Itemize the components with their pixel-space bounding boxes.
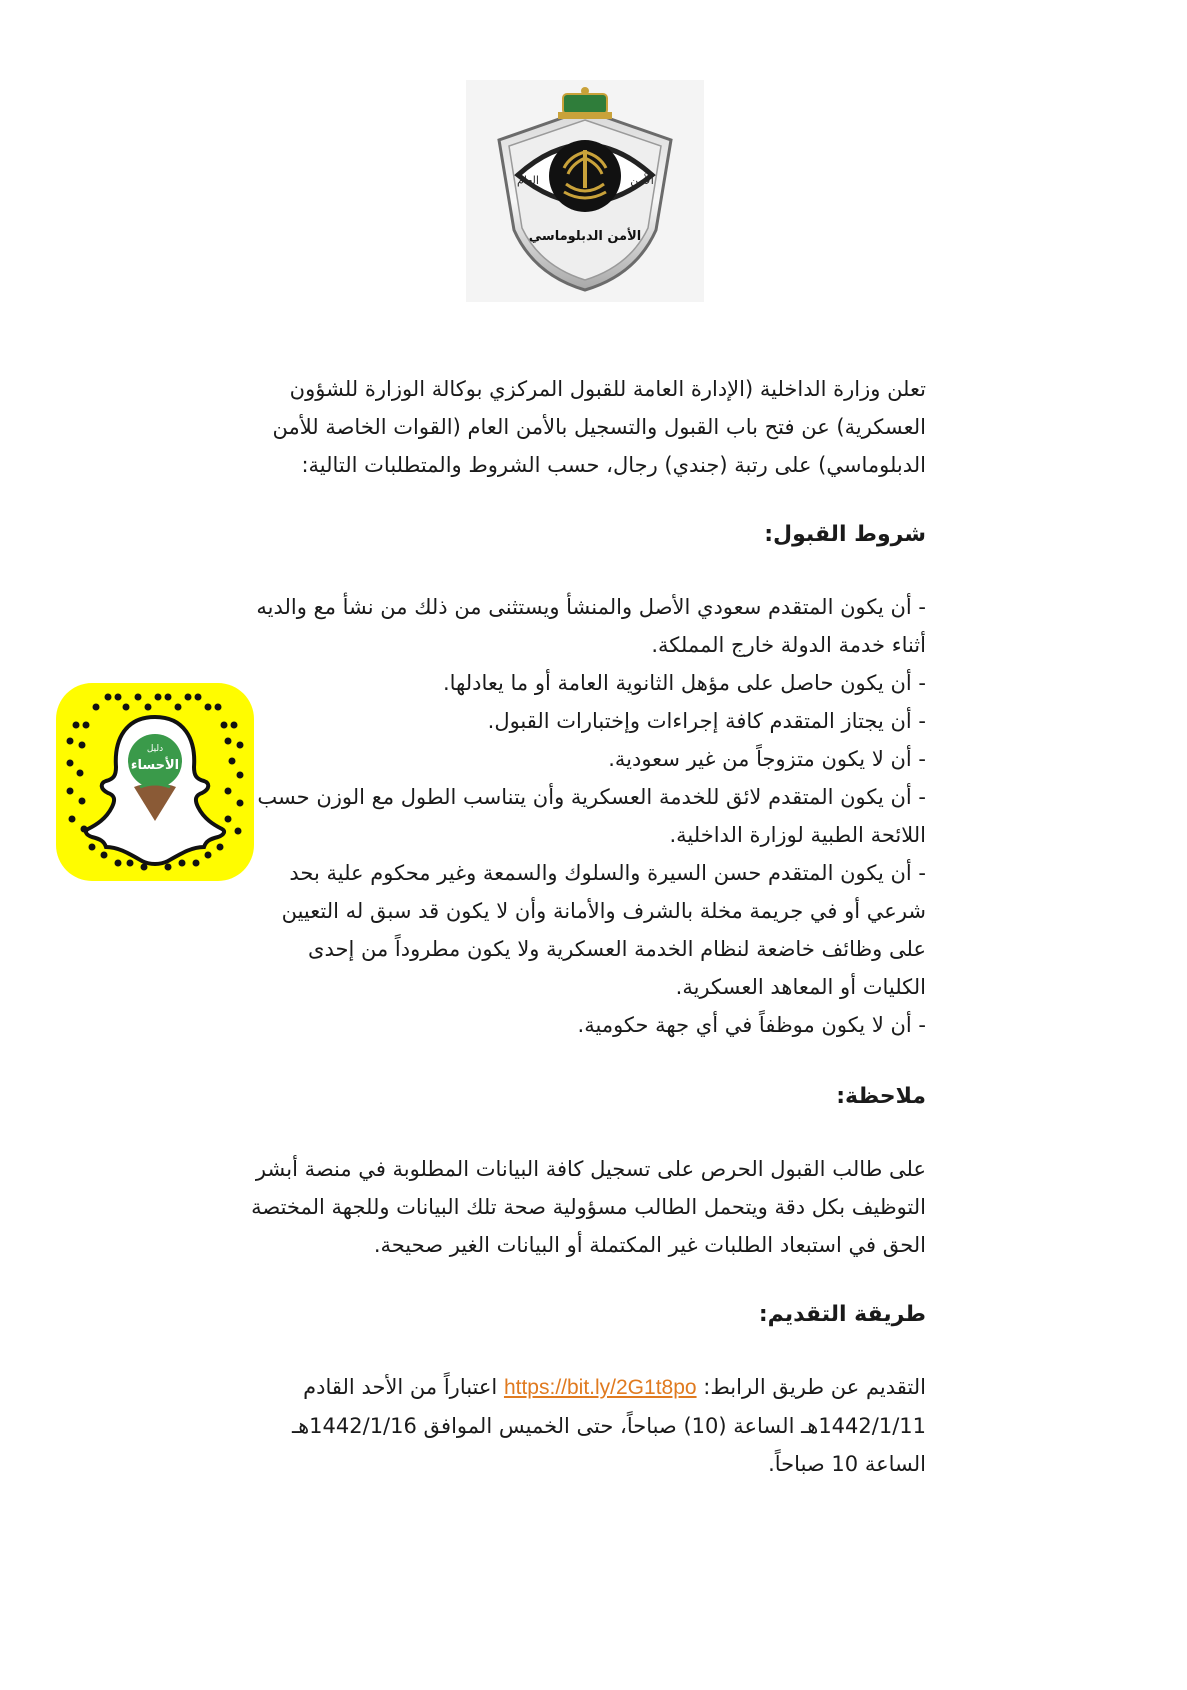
shield-icon <box>466 80 704 302</box>
snapcode-label-main: الأحساء <box>130 758 180 773</box>
start-time: هـ الساعة (10) صباحاً، حتى الخميس الموافق <box>423 1414 819 1438</box>
apply-middle: اعتباراً من الأحد القادم <box>303 1375 498 1399</box>
condition-item: - أن يكون المتقدم حسن السيرة والسلوك والسمعة وغير محكوم علية بحد شرعي أو في جريمة مخلة بالشرف والأمانة وأن لا يكون قد سبق له التعيين على وظائف خاضعة لنظام الخدمة العسكرية ولا يكون مطروداً من إحدى الكليات أو المعاهد العسكرية. <box>281 861 926 999</box>
condition-item: - أن يكون المتقدم لائق للخدمة العسكرية وأن يتناسب الطول مع الوزن حسب اللائحة الطبية لوزارة الداخلية. <box>257 785 926 847</box>
conditions-heading: شروط القبول: <box>764 522 926 547</box>
security-emblem <box>466 80 704 302</box>
apply-prefix: التقديم عن طريق الرابط: <box>703 1375 926 1399</box>
start-date: 1442/1/11 <box>818 1414 926 1438</box>
apply-heading: طريقة التقديم: <box>758 1302 926 1327</box>
logo-label-right: الأمن <box>630 174 654 187</box>
end-time: هـ الساعة 10 صباحاً. <box>291 1414 926 1476</box>
logo-label-bottom: الأمن الدبلوماسي <box>528 229 642 244</box>
note-heading: ملاحظة: <box>836 1084 926 1109</box>
condition-item: - أن يجتاز المتقدم كافة إجراءات وإختبارات القبول. <box>487 709 926 733</box>
condition-item: - أن يكون المتقدم سعودي الأصل والمنشأ ويستثنى من ذلك من نشأ مع والديه أثناء خدمة الدولة خارج المملكة. <box>256 595 926 657</box>
logo-label-left: العام <box>517 174 539 187</box>
condition-item: - أن يكون حاصل على مؤهل الثانوية العامة أو ما يعادلها. <box>442 671 926 695</box>
note-paragraph: على طالب القبول الحرص على تسجيل كافة البيانات المطلوبة في منصة أبشر التوظيف بكل دقة ويتحمل الطالب مسؤولية صحة تلك البيانات وللجهة المختصة الحق في استبعاد الطلبات غير المكتملة أو البيانات الغير صحيحة. <box>251 1157 926 1257</box>
snapcode[interactable] <box>56 683 254 881</box>
end-date: 1442/1/16 <box>309 1414 417 1438</box>
snapchat-ghost-icon <box>56 683 254 881</box>
condition-item: - أن لا يكون موظفاً في أي جهة حكومية. <box>577 1013 926 1037</box>
snapcode-label-top: دليل <box>146 744 164 754</box>
intro-paragraph: تعلن وزارة الداخلية (الإدارة العامة للقبول المركزي بوكالة الوزارة للشؤون العسكرية) عن فتح باب القبول والتسجيل بالأمن العام (القوات الخاصة للأمن الدبلوماسي) على رتبة (جندي) رجال، حسب الشروط والمتطلبات التالية: <box>272 377 926 477</box>
condition-item: - أن لا يكون متزوجاً من غير سعودية. <box>608 747 926 771</box>
apply-link[interactable]: https://bit.ly/2G1t8po <box>503 1376 697 1399</box>
announcement-body <box>240 370 926 1483</box>
apply-paragraph <box>240 1368 926 1483</box>
conditions-list <box>240 588 926 1044</box>
